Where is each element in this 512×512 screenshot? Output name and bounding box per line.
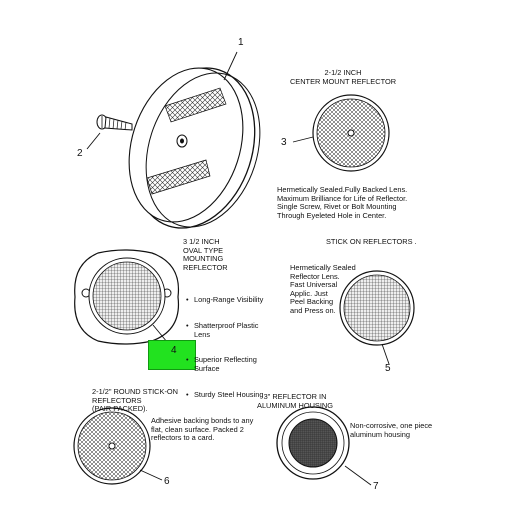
- leader-line-6: [140, 470, 162, 480]
- oval-feature-list: [185, 279, 263, 408]
- round-stick-on-reflector-icon: [74, 408, 150, 484]
- round-stick-on-title: 2-1/2" ROUND STICK-ON REFLECTORS (PAIR PACKED).: [92, 387, 178, 414]
- oval-feature-item: • Superior Reflecting Surface: [185, 356, 263, 373]
- oval-feature-item: • Long-Range Visibility: [185, 296, 263, 305]
- center-mount-reflector-icon: [313, 95, 389, 171]
- oval-feature-item: • Shatterproof Plastic Lens: [185, 322, 263, 339]
- callout-3: 3: [281, 137, 287, 148]
- leader-line-3: [293, 137, 313, 142]
- aluminum-housing-title: 3" REFLECTOR IN ALUMINUM HOUSING: [257, 392, 333, 410]
- screw-icon: [97, 115, 132, 130]
- callout-6: 6: [164, 476, 170, 487]
- oval-reflector-title: 3 1/2 INCH OVAL TYPE MOUNTING REFLECTOR: [183, 237, 228, 272]
- oval-feature-item: • Sturdy Steel Housing: [185, 391, 263, 400]
- callout-2: 2: [77, 148, 83, 159]
- callout-4: 4: [171, 345, 177, 356]
- stick-on-description: Hermetically Sealed Reflector Lens. Fast Universal Applic. Just Peel Backing and Press on.: [290, 263, 356, 315]
- leader-line-2: [87, 133, 100, 149]
- aluminum-housing-reflector-icon: [277, 407, 349, 479]
- leader-line-5: [382, 344, 389, 364]
- center-mount-description: Hermetically Sealed.Fully Backed Lens. Maximum Brilliance for Life of Reflector. Single Screw, Rivet or Bolt Mounting Through Eyeleted Hole in Center.: [277, 185, 408, 220]
- callout-7: 7: [373, 481, 379, 492]
- center-mount-title: 2-1/2 INCH CENTER MOUNT REFLECTOR: [289, 68, 397, 86]
- aluminum-housing-description: Non-corrosive, one piece aluminum housing: [350, 421, 433, 439]
- callout-1: 1: [238, 37, 244, 48]
- callout-5: 5: [385, 363, 391, 374]
- leader-line-7: [345, 466, 371, 485]
- round-stick-on-description: Adhesive backing bonds to any flat, clean surface. Packed 2 reflectors to a card.: [151, 416, 254, 443]
- large-reflector-icon: [110, 52, 279, 244]
- stick-on-title: STICK ON REFLECTORS .: [326, 237, 417, 246]
- oval-mounting-reflector-icon: [75, 250, 179, 344]
